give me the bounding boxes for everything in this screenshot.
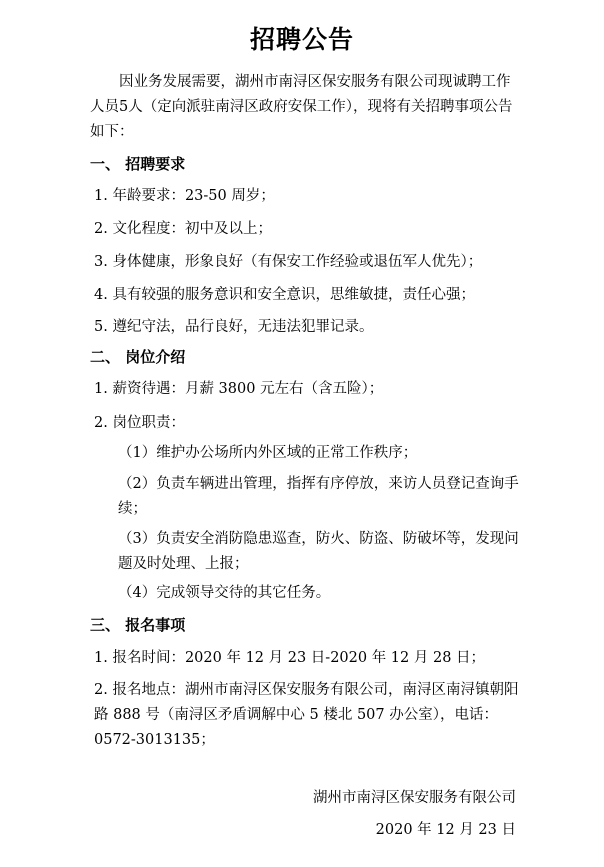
requirement-item: 3. 身体健康，形象良好（有保安工作经验或退伍军人优先）；: [94, 254, 483, 270]
duty-item: （4）完成领导交待的其它任务。: [118, 585, 331, 601]
intro-paragraph: 因业务发展需要，湖州市南浔区保安服务有限公司现诚聘工作人员5人（定向派驻南浔区政府安保工作），现将有关招聘事项公告如下：: [90, 74, 513, 140]
section-heading-position: 二、 岗位介绍: [90, 348, 186, 366]
page-title: 招聘公告: [249, 25, 354, 54]
salary-item: 1. 薪资待遇：月薪 3800 元左右（含五险）；: [94, 381, 384, 397]
requirement-item: 5. 遵纪守法，品行良好，无违法犯罪记录。: [94, 319, 374, 335]
registration-time: 1. 报名时间：2020 年 12 月 23 日-2020 年 12 月 28 日；: [94, 650, 486, 666]
registration-place: 2. 报名地点：湖州市南浔区保安服务有限公司，南浔区南浔镇朝阳路 888 号（南浔区矛盾调解中心 5 楼北 507 办公室），电话：0572-3013135；: [94, 682, 519, 748]
signature-company: 湖州市南浔区保安服务有限公司: [313, 790, 516, 806]
signature-date: 2020 年 12 月 23 日: [375, 822, 516, 838]
requirement-item: 2. 文化程度：初中及以上；: [94, 221, 272, 237]
duties-label: 2. 岗位职责：: [94, 415, 185, 431]
section-heading-registration: 三、 报名事项: [90, 616, 186, 634]
section-heading-requirements: 一、 招聘要求: [90, 155, 186, 173]
duty-item: （1）维护办公场所内外区域的正常工作秩序；: [118, 445, 418, 461]
requirement-item: 4. 具有较强的服务意识和安全意识，思维敏捷，责任心强；: [94, 287, 475, 303]
duty-item: （3）负责安全消防隐患巡查，防火、防盗、防破坏等，发现问题及时处理、上报；: [118, 531, 519, 572]
duty-item: （2）负责车辆进出管理，指挥有序停放，来访人员登记查询手续；: [118, 476, 519, 517]
requirement-item: 1. 年龄要求：23-50 周岁；: [94, 188, 275, 204]
